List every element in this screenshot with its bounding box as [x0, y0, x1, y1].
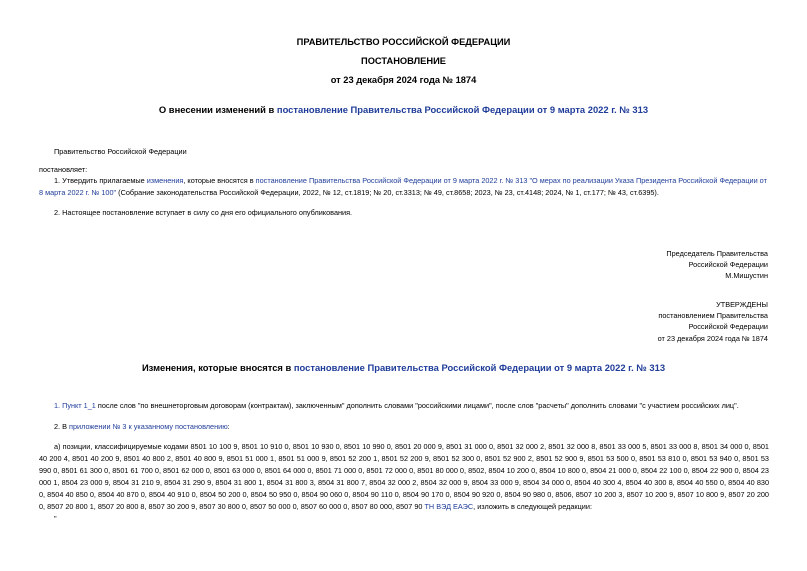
document-title-link[interactable]: постановление Правительства Российской Федерации от 9 марта 2022 г. № 313 — [276, 104, 649, 115]
approval-country: Российской Федерации — [688, 322, 768, 332]
signature-position: Председатель Правительства — [666, 249, 768, 258]
item-2-start: 2. В — [54, 422, 70, 431]
signature-block — [666, 248, 768, 282]
tn-ved-link[interactable]: ТН ВЭД ЕАЭС — [424, 502, 474, 512]
government-heading: ПРАВИТЕЛЬСТВО РОССИЙСКОЙ ФЕДЕРАЦИИ — [296, 37, 511, 47]
signature-name: М.Мишустин — [725, 271, 768, 281]
appendix-3-link[interactable]: приложении № 3 к указанному постановлению — [69, 422, 228, 431]
approval-date: от 23 декабря 2024 года № 1874 — [657, 333, 768, 343]
approval-block — [658, 299, 768, 344]
change-item-2 — [54, 421, 230, 433]
paragraph-1-start: 1. Утвердить прилагаемые — [54, 176, 147, 185]
approval-by: постановлением Правительства — [658, 311, 768, 321]
resolution-313-link[interactable]: постановление Правительства Российской Федерации от 9 марта 2022 г. № 313 "О мерах по реализации Указа Президента Российской Федерации от 8 марта 2022 г. № 100" — [39, 176, 767, 198]
change-item-1 — [54, 400, 739, 412]
changes-title-link[interactable]: постановление Правительства Российской Федерации от 9 марта 2022 г. № 313 — [293, 362, 666, 373]
document-title — [0, 104, 807, 115]
changes-title-text: Изменения, которые вносятся в — [141, 362, 294, 373]
signature-country: Российской Федерации — [688, 260, 768, 270]
paragraph-1-mid: , которые вносятся в — [183, 176, 256, 185]
document-date-number: от 23 декабря 2024 года № 1874 — [330, 75, 477, 85]
changes-link[interactable]: изменения — [146, 176, 184, 185]
item-2a-text: а) позиции, классифицируемые кодами 8501 10 100 9, 8501 10 910 0, 8501 10 930 0, 8501 10 990 0, 8501 20 000 9, 8501 31 000 0, 8501 32 000 2, 8501 32 000 8, 8501 33 000 5, 8501 33 000 8, 8501 34 000 0, 8501 40 200 4, 8501 40 200 9, 8501 40 800 2, 8501 40 800 9, 8501 51 000 1, 8501 51 000 9, 8501 52 200 1, 8501 52 200 9, 8501 52 300 0, 8501 52 900 2, 8501 52 900 9, 8501 53 500 0, 8501 53 810 0, 8501 53 940 0, 8501 53 990 0, 8501 61 300 0, 8501 61 700 0, 8501 62 000 0, 8501 63 000 0, 8501 64 000 0, 8501 71 000 0, 8501 72 000 0, 8501 80 000 0, 8502, 8504 10 200 0, 8504 10 800 0, 8504 21 000 0, 8504 22 100 0, 8504 22 900 0, 8504 23 000 1, 8504 23 000 9, 8504 31 210 9, 8504 31 290 9, 8504 31 800 1, 8504 31 800 3, 8504 31 800 7, 8504 32 000 2, 8504 32 000 9, 8504 33 000 9, 8504 34 000 0, 8504 40 300 4, 8504 40 300 8, 8504 40 550 0, 8504 40 830 0, 8504 40 850 0, 8504 40 870 0, 8504 40 910 0, 8504 50 200 0, 8504 50 950 0, 8504 90 060 0, 8504 90 110 0, 8504 90 170 0, 8504 90 920 0, 8504 90 980 0, 8506, 8507 10 200 3, 8507 10 200 9, 8507 10 800 9, 8507 20 200 0, 8507 20 800 1, 8507 20 800 8, 8507 30 200 9, 8507 30 800 0, 8507 50 000 0, 8507 60 000 0, 8507 80 000, 8507 90 — [39, 442, 769, 512]
government-line: Правительство Российской Федерации — [54, 147, 187, 156]
paragraph-1-end: (Собрание законодательства Российской Федерации, 2022, № 12, ст.1819; № 20, ст.3313; № 49, ст.8658; 2023, № 23, ст.4148; 2024, № 1, ст.177; № 43, ст.6395). — [116, 188, 659, 198]
document-title-text: О внесении изменений в — [158, 104, 277, 115]
item-1-text: после слов "по внешнеторговым договорам (контрактам), заключенным" дополнить словами "российскими лицами", после слов "расчеты" дополнить словами "с участием российских лиц". — [95, 401, 739, 410]
change-item-2a — [39, 441, 769, 514]
item-1-link[interactable]: 1. Пункт 1_1 — [54, 401, 96, 410]
document-type: ПОСТАНОВЛЕНИЕ — [361, 56, 446, 66]
paragraph-2: 2. Настоящее постановление вступает в силу со дня его официального опубликования. — [54, 208, 353, 217]
quote-mark: " — [54, 514, 57, 523]
approval-heading: УТВЕРЖДЕНЫ — [716, 300, 768, 309]
decides-line: постановляет: — [39, 165, 88, 174]
item-2a-end: , изложить в следующей редакции: — [473, 502, 592, 512]
item-2-end: : — [227, 422, 230, 431]
changes-title — [0, 362, 807, 373]
paragraph-1 — [39, 175, 769, 199]
